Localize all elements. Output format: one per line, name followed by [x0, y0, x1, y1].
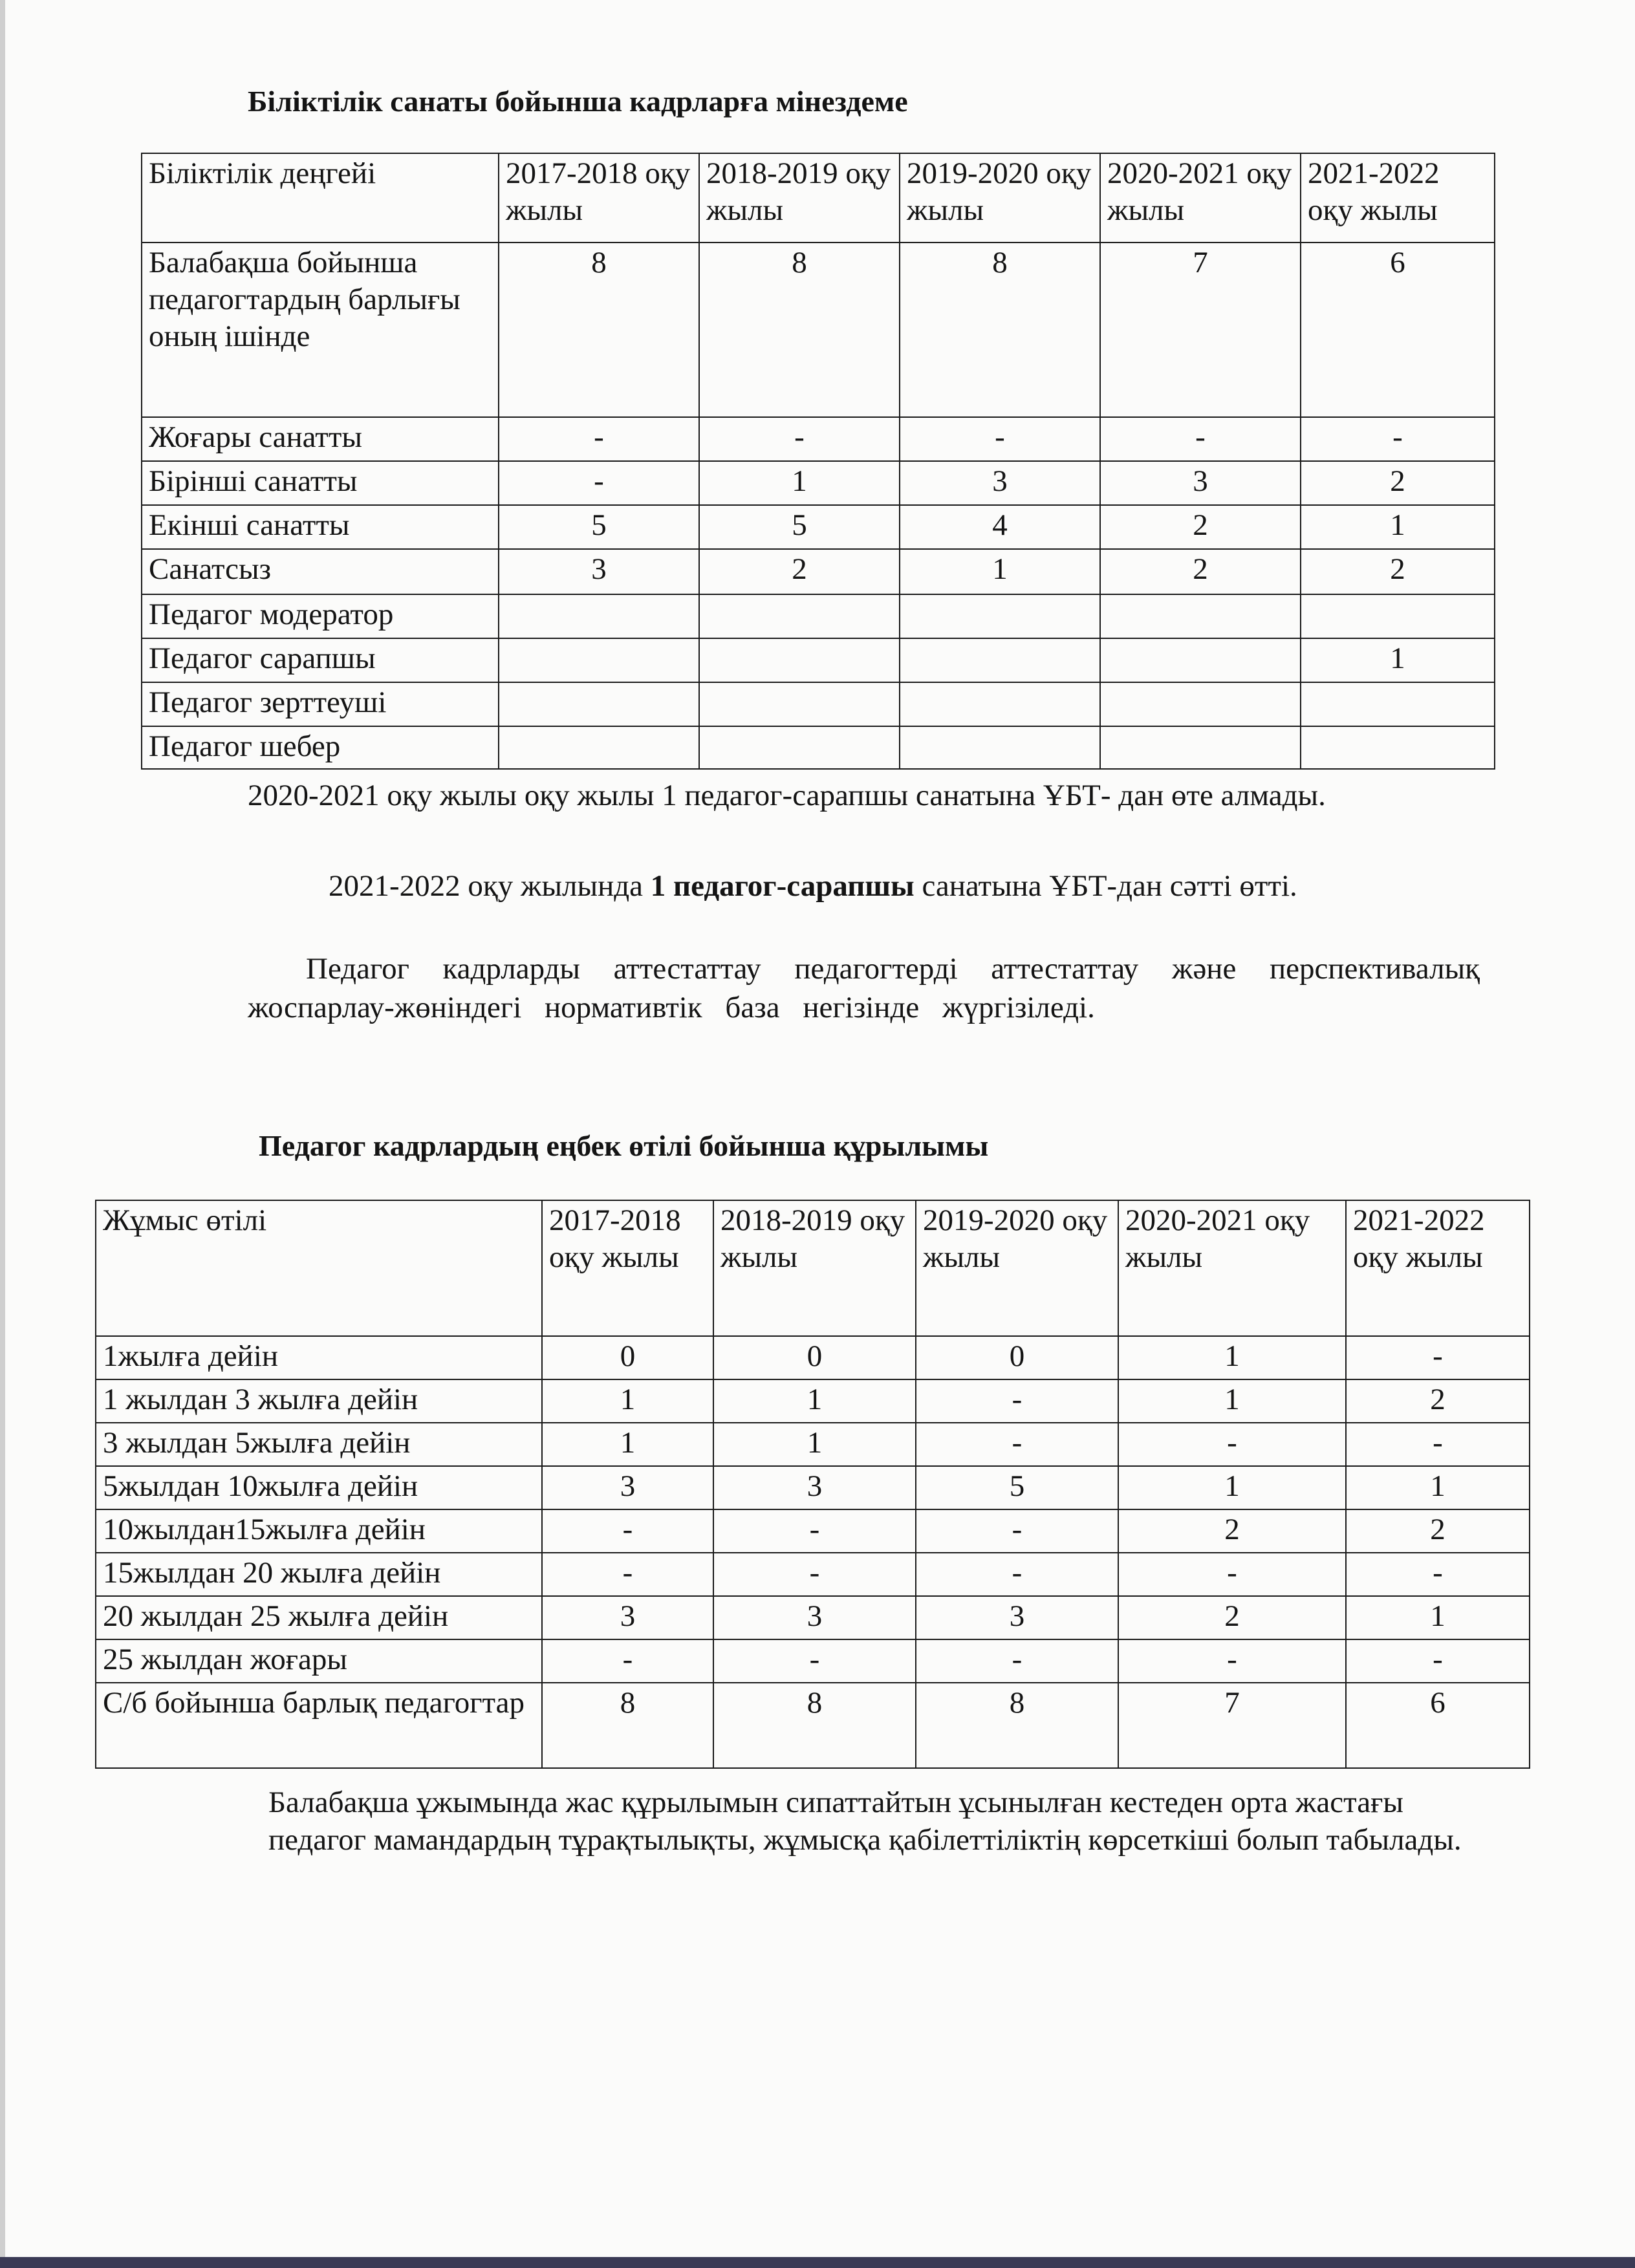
row-label: Балабақша бойынша педагогтардың барлығы оның ішінде	[142, 243, 499, 417]
value-cell: 8	[713, 1683, 916, 1768]
table-row	[96, 1466, 1530, 1509]
paragraph-conclusion: Балабақша ұжымында жас құрылымын сипаттайтын ұсынылған кестеден орта жастағы педагог мамандардың тұрақтылықты, жұмысқа қабілеттіліктің көрсеткіші болып табылады.	[268, 1786, 1462, 1857]
value-cell: -	[542, 1509, 713, 1553]
table-row	[96, 1423, 1530, 1466]
value-cell: 3	[499, 549, 699, 594]
header-cell: 2017-2018 оқу жылы	[499, 153, 699, 243]
table-row	[142, 461, 1495, 505]
table-header-row	[142, 153, 1495, 243]
value-cell: 3	[916, 1596, 1118, 1639]
value-cell: -	[542, 1553, 713, 1596]
table-row	[142, 594, 1495, 638]
value-cell: 1	[1118, 1336, 1346, 1379]
value-cell: 1	[1118, 1466, 1346, 1509]
row-label: Педагог зерттеуші	[142, 682, 499, 726]
scan-bottom-edge	[0, 2257, 1635, 2268]
value-cell: 3	[542, 1466, 713, 1509]
value-cell: 7	[1100, 243, 1301, 417]
value-cell: 3	[542, 1596, 713, 1639]
value-cell: 2	[1100, 505, 1301, 549]
value-cell: 1	[713, 1379, 916, 1423]
value-cell: -	[916, 1553, 1118, 1596]
row-label: Жоғары санатты	[142, 417, 499, 461]
header-cell: 2019-2020 оқу жылы	[900, 153, 1100, 243]
value-cell: -	[916, 1639, 1118, 1683]
value-cell: 7	[1118, 1683, 1346, 1768]
value-cell: 5	[699, 505, 900, 549]
value-cell: -	[1100, 417, 1301, 461]
value-cell: 1	[1301, 505, 1495, 549]
value-cell: 5	[499, 505, 699, 549]
table-row	[142, 638, 1495, 682]
value-cell: 3	[713, 1596, 916, 1639]
value-cell: -	[713, 1553, 916, 1596]
table-row	[96, 1553, 1530, 1596]
qualification-table-title: Біліктілік санаты бойынша кадрларға мінездеме	[248, 85, 908, 118]
value-cell: 1	[1118, 1379, 1346, 1423]
value-cell: -	[916, 1379, 1118, 1423]
table-row	[142, 417, 1495, 461]
value-cell: -	[1118, 1553, 1346, 1596]
table-row	[96, 1379, 1530, 1423]
value-cell: 2	[1346, 1379, 1530, 1423]
paragraph-text: санатына ҰБТ-дан сәтті өтті.	[914, 869, 1297, 903]
value-cell: 1	[699, 461, 900, 505]
value-cell: 2	[699, 549, 900, 594]
value-cell	[699, 638, 900, 682]
header-cell: 2021-2022 оқу жылы	[1346, 1200, 1530, 1336]
value-cell	[1100, 638, 1301, 682]
value-cell: -	[1118, 1639, 1346, 1683]
header-cell: 2017-2018 оқу жылы	[542, 1200, 713, 1336]
value-cell: -	[1346, 1553, 1530, 1596]
value-cell: 3	[713, 1466, 916, 1509]
value-cell: 0	[916, 1336, 1118, 1379]
row-label: 5жылдан 10жылға дейін	[96, 1466, 542, 1509]
scan-edge	[0, 0, 5, 2268]
header-cell: 2020-2021 оқу жылы	[1118, 1200, 1346, 1336]
table-row	[96, 1509, 1530, 1553]
header-cell: 2021-2022 оқу жылы	[1301, 153, 1495, 243]
header-cell: 2020-2021 оқу жылы	[1100, 153, 1301, 243]
value-cell	[699, 594, 900, 638]
value-cell: 8	[916, 1683, 1118, 1768]
table-row	[142, 726, 1495, 769]
header-cell: 2019-2020 оқу жылы	[916, 1200, 1118, 1336]
value-cell: 2	[1301, 549, 1495, 594]
row-label: 1 жылдан 3 жылға дейін	[96, 1379, 542, 1423]
value-cell: -	[900, 417, 1100, 461]
row-label: Педагог модератор	[142, 594, 499, 638]
value-cell: -	[1346, 1423, 1530, 1466]
table-row	[142, 243, 1495, 417]
paragraph-ubt-fail: 2020-2021 оқу жылы оқу жылы 1 педагог-сарапшы санатына ҰБТ- дан өте алмады.	[248, 779, 1326, 812]
value-cell	[1100, 594, 1301, 638]
value-cell	[499, 638, 699, 682]
header-cell: 2018-2019 оқу жылы	[699, 153, 900, 243]
paragraph-ubt-pass	[248, 867, 1480, 905]
value-cell: -	[1118, 1423, 1346, 1466]
value-cell: -	[713, 1509, 916, 1553]
table-row	[96, 1336, 1530, 1379]
value-cell: -	[916, 1423, 1118, 1466]
table-header-row	[96, 1200, 1530, 1336]
table-row	[142, 505, 1495, 549]
value-cell: 3	[1100, 461, 1301, 505]
value-cell: 8	[542, 1683, 713, 1768]
value-cell: -	[713, 1639, 916, 1683]
row-label: С/б бойынша барлық педагогтар	[96, 1683, 542, 1768]
value-cell	[1301, 594, 1495, 638]
experience-table	[95, 1200, 1530, 1769]
row-label: Педагог сарапшы	[142, 638, 499, 682]
value-cell: -	[499, 461, 699, 505]
value-cell	[699, 726, 900, 769]
value-cell	[499, 594, 699, 638]
value-cell: -	[542, 1639, 713, 1683]
header-cell: 2018-2019 оқу жылы	[713, 1200, 916, 1336]
row-label: 15жылдан 20 жылға дейін	[96, 1553, 542, 1596]
value-cell	[1100, 726, 1301, 769]
table-row	[96, 1596, 1530, 1639]
value-cell: 6	[1301, 243, 1495, 417]
header-cell: Біліктілік деңгейі	[142, 153, 499, 243]
qualification-table	[141, 153, 1495, 770]
value-cell: 1	[542, 1423, 713, 1466]
value-cell: 3	[900, 461, 1100, 505]
value-cell: -	[699, 417, 900, 461]
value-cell: 0	[542, 1336, 713, 1379]
value-cell	[1301, 682, 1495, 726]
value-cell	[499, 682, 699, 726]
value-cell: 5	[916, 1466, 1118, 1509]
value-cell: -	[916, 1509, 1118, 1553]
row-label: 25 жылдан жоғары	[96, 1639, 542, 1683]
row-label: Санатсыз	[142, 549, 499, 594]
paragraph-attestation: Педагог кадрларды аттестаттау педагогтерді аттестаттау және перспективалық жоспарлау-жөніндегі нормативтік база негізінде жүргізіледі.	[248, 952, 1480, 1024]
value-cell: 0	[713, 1336, 916, 1379]
value-cell: 2	[1100, 549, 1301, 594]
row-label: 1жылға дейін	[96, 1336, 542, 1379]
row-label: Бірінші санатты	[142, 461, 499, 505]
value-cell: 6	[1346, 1683, 1530, 1768]
value-cell	[1301, 726, 1495, 769]
value-cell: 1	[1346, 1466, 1530, 1509]
value-cell	[900, 726, 1100, 769]
value-cell	[900, 682, 1100, 726]
value-cell: 2	[1118, 1509, 1346, 1553]
value-cell	[499, 726, 699, 769]
experience-table-title: Педагог кадрлардың еңбек өтілі бойынша құрылымы	[259, 1129, 989, 1162]
row-label: 3 жылдан 5жылға дейін	[96, 1423, 542, 1466]
value-cell: 1	[1301, 638, 1495, 682]
row-label: 20 жылдан 25 жылға дейін	[96, 1596, 542, 1639]
value-cell: 4	[900, 505, 1100, 549]
value-cell: 1	[713, 1423, 916, 1466]
row-label: Педагог шебер	[142, 726, 499, 769]
value-cell	[900, 594, 1100, 638]
table-row	[96, 1683, 1530, 1768]
table-row	[96, 1639, 1530, 1683]
value-cell: 1	[1346, 1596, 1530, 1639]
value-cell: 2	[1346, 1509, 1530, 1553]
paragraph-text: 2021-2022 оқу жылында	[329, 869, 651, 903]
header-cell: Жұмыс өтілі	[96, 1200, 542, 1336]
value-cell: 1	[900, 549, 1100, 594]
value-cell: -	[1346, 1639, 1530, 1683]
value-cell	[900, 638, 1100, 682]
value-cell	[1100, 682, 1301, 726]
table-row	[142, 549, 1495, 594]
row-label: Екінші санатты	[142, 505, 499, 549]
value-cell: -	[1346, 1336, 1530, 1379]
value-cell: 1	[542, 1379, 713, 1423]
row-label: 10жылдан15жылға дейін	[96, 1509, 542, 1553]
value-cell: 8	[699, 243, 900, 417]
value-cell: 8	[499, 243, 699, 417]
paragraph-bold-text: 1 педагог-сарапшы	[650, 869, 915, 903]
value-cell: -	[1301, 417, 1495, 461]
table-row	[142, 682, 1495, 726]
value-cell: 8	[900, 243, 1100, 417]
value-cell	[699, 682, 900, 726]
value-cell: 2	[1118, 1596, 1346, 1639]
value-cell: -	[499, 417, 699, 461]
value-cell: 2	[1301, 461, 1495, 505]
